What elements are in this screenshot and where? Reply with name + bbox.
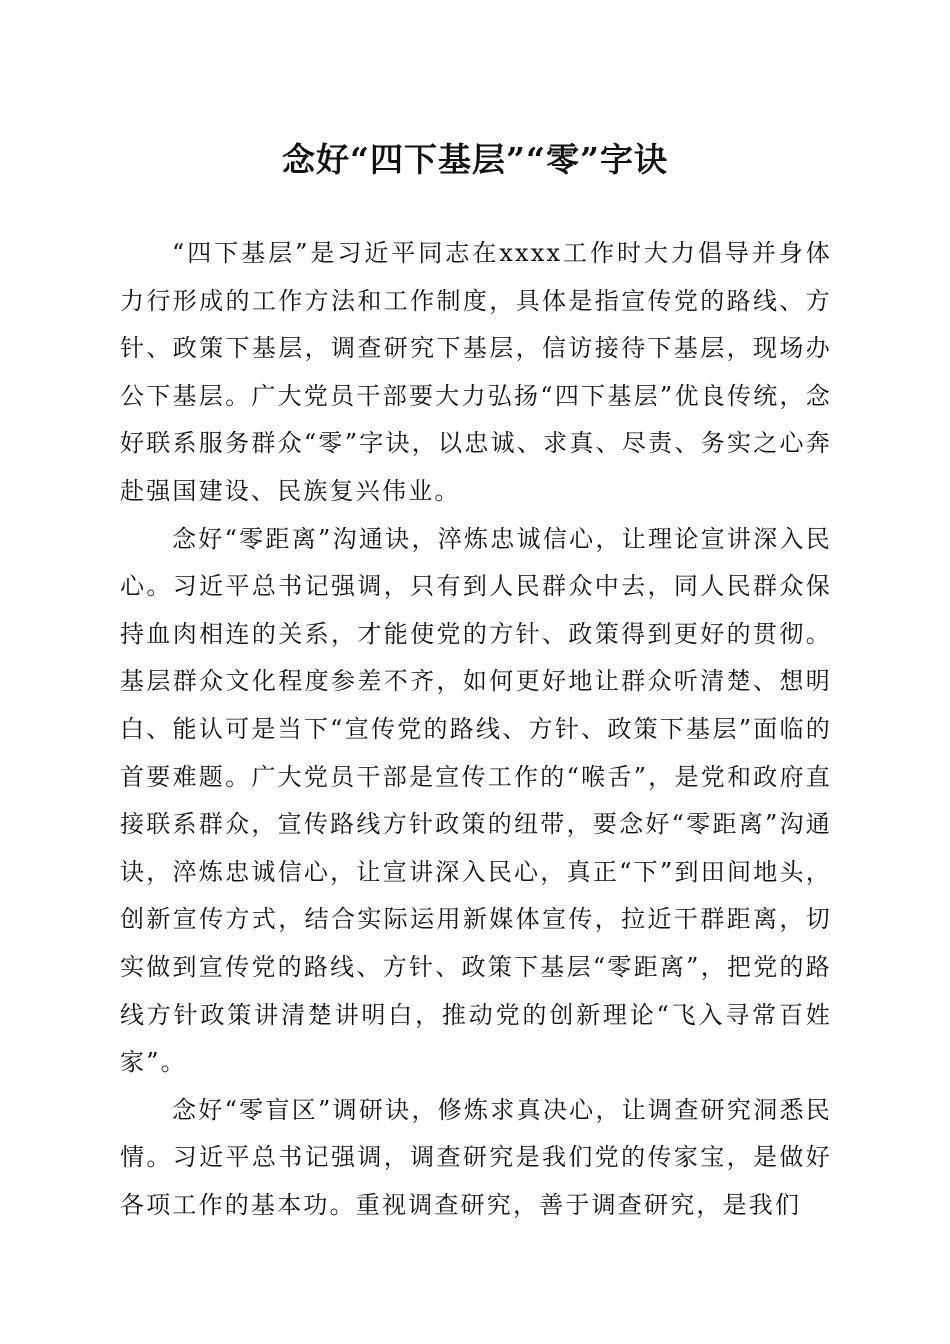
document-title: 念好“四下基层”“零”字诀: [282, 140, 668, 179]
paragraph-intro: “四下基层”是习近平同志在xxxx工作时大力倡导并身体力行形成的工作方法和工作制度，具体是指宣传党的路线、方针、政策下基层，调查研究下基层，信访接待下基层，现场办公下基层。广大党员干部要大力弘扬“四下基层”优良传统，念好联系服务群众“零”字诀，以忠诚、求真、尽责、务实之心奔赴强国建设、民族复兴伟业。: [120, 239, 832, 505]
document-body: [120, 230, 832, 1229]
paragraph-zero-blind-spot: 念好“零盲区”调研诀，修炼求真决心，让调查研究洞悉民情。习近平总书记强调，调查研究是我们党的传家宝，是做好各项工作的基本功。重视调查研究，善于调查研究，是我们: [120, 1095, 832, 1219]
paragraph-zero-distance: 念好“零距离”沟通诀，淬炼忠诚信心，让理论宣讲深入民心。习近平总书记强调，只有到人民群众中去，同人民群众保持血肉相连的关系，才能使党的方针、政策得到更好的贯彻。基层群众文化程度参差不齐，如何更好地让群众听清楚、想明白、能认可是当下“宣传党的路线、方针、政策下基层”面临的首要难题。广大党员干部是宣传工作的“喉舌”，是党和政府直接联系群众，宣传路线方针政策的纽带，要念好“零距离”沟通诀，淬炼忠诚信心，让宣讲深入民心，真正“下”到田间地头，创新宣传方式，结合实际运用新媒体宣传，拉近干群距离，切实做到宣传党的路线、方针、政策下基层“零距离”，把党的路线方针政策讲清楚讲明白，推动党的创新理论“飞入寻常百姓家”。: [120, 524, 832, 1077]
